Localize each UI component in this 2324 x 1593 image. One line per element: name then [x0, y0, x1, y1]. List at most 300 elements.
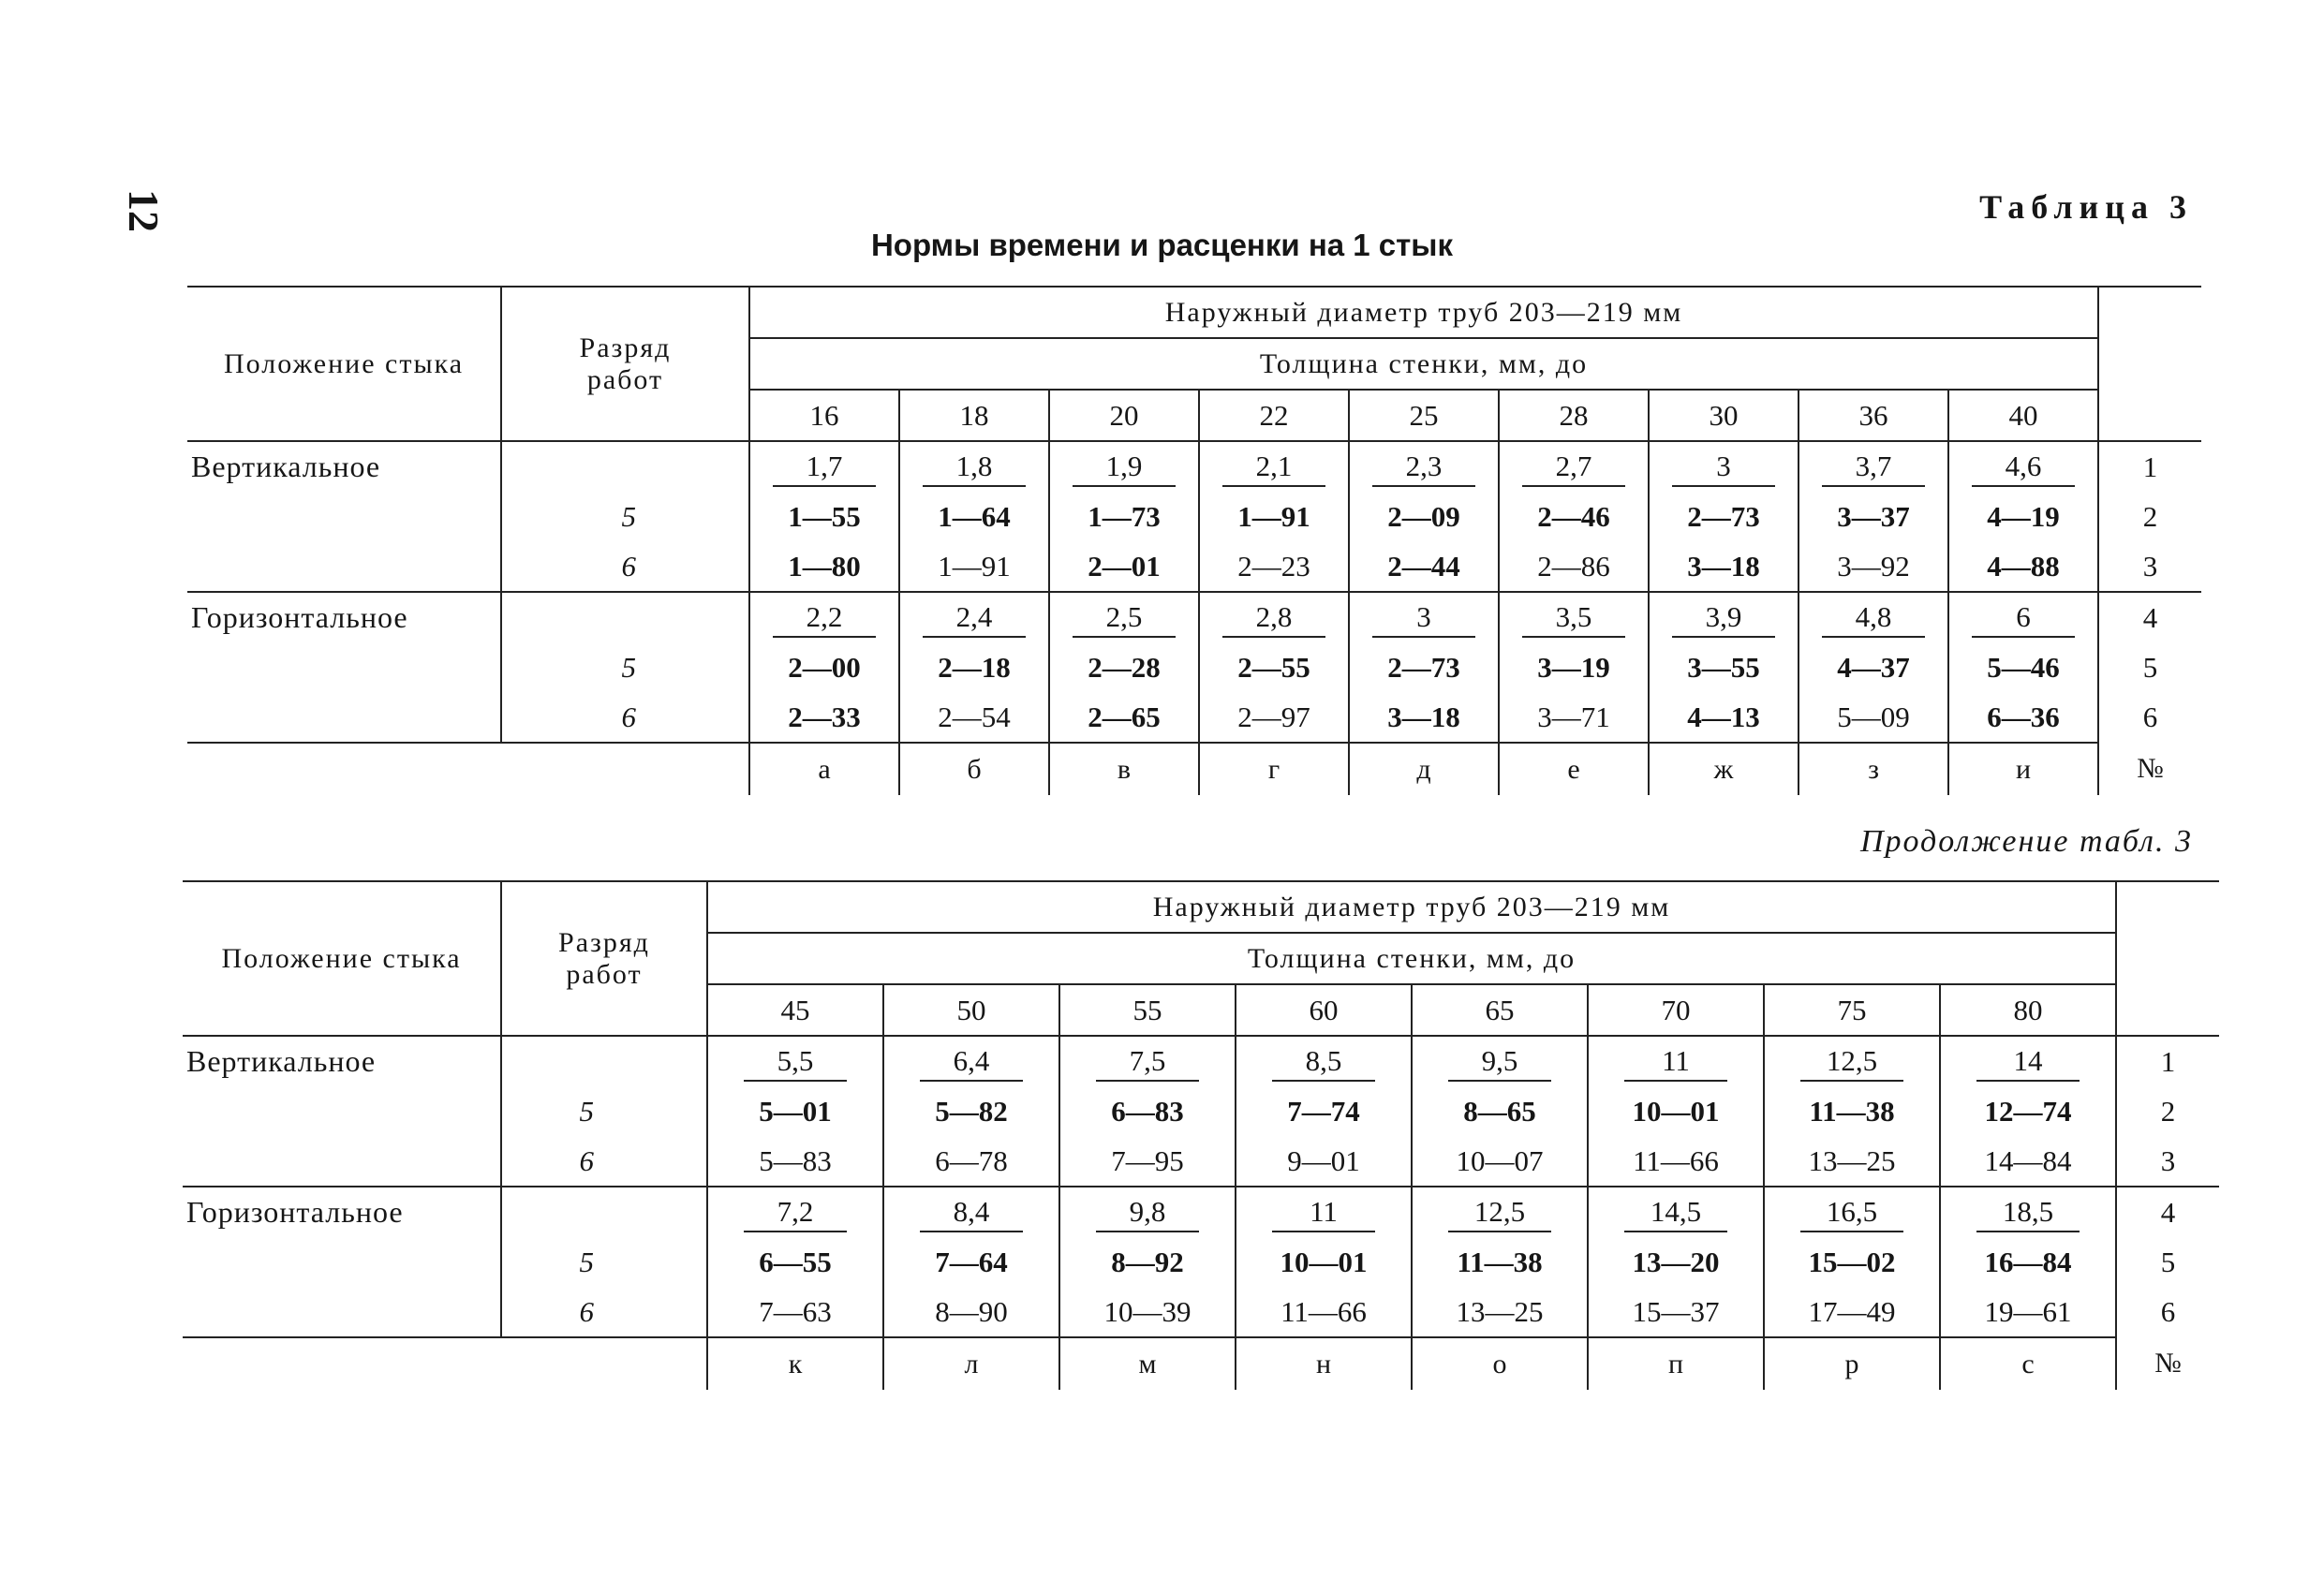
position-cell-empty — [187, 541, 501, 592]
norms-table-1 — [187, 286, 2201, 795]
rate-value: 5—09 — [1837, 700, 1910, 733]
rate-value: 7—63 — [759, 1294, 832, 1328]
row-number-cell — [2098, 692, 2201, 743]
rate-cell — [1799, 541, 1948, 592]
column-letter-cell — [1236, 1337, 1412, 1390]
rate-cell — [1049, 541, 1199, 592]
row-number-cell — [2116, 1086, 2219, 1136]
rate-value: 6—36 — [1987, 700, 2060, 733]
header-thickness-label: Толщина стенки, мм, до — [1247, 942, 1576, 974]
rate-cell — [1948, 541, 2098, 592]
thickness-cell — [1649, 390, 1799, 441]
rank-cell — [501, 1287, 707, 1337]
rate-value: 5—46 — [1987, 650, 2060, 684]
time-norm: 12,5 — [1800, 1042, 1903, 1082]
rate-cell — [1588, 1136, 1764, 1187]
footer-blank — [501, 1337, 707, 1390]
rate-cell — [1499, 541, 1649, 592]
rate-value: 11—38 — [1809, 1094, 1895, 1128]
rate-value: 5—01 — [759, 1094, 832, 1128]
time-norm: 3,5 — [1522, 598, 1625, 638]
position-vertical: Вертикальное — [191, 450, 381, 483]
row-number-cell — [2098, 541, 2201, 592]
row-number-cell — [2116, 1187, 2219, 1237]
rate-value: 15—37 — [1632, 1294, 1720, 1328]
row-number: 6 — [2142, 701, 2158, 733]
header-position-label: Положение стыка — [223, 347, 465, 379]
rate-value: 2—28 — [1088, 650, 1161, 684]
rate-cell — [749, 492, 899, 541]
rate-value: 2—09 — [1387, 499, 1460, 533]
rate-cell — [1199, 692, 1349, 743]
time-norm: 8,5 — [1272, 1042, 1375, 1082]
time-norm-cell — [1499, 441, 1649, 492]
column-letter: м — [1138, 1348, 1157, 1379]
column-letter: б — [967, 753, 982, 785]
rate-value: 2—86 — [1537, 549, 1610, 583]
rate-value: 2—73 — [1387, 650, 1460, 684]
rate-value: 8—65 — [1463, 1094, 1536, 1128]
column-letter: ж — [1713, 753, 1734, 785]
rate-cell — [1349, 541, 1499, 592]
rate-value: 4—88 — [1987, 549, 2060, 583]
rate-value: 13—25 — [1808, 1143, 1896, 1177]
rate-cell — [883, 1287, 1059, 1337]
rate-value: 4—37 — [1837, 650, 1910, 684]
rate-cell — [899, 492, 1049, 541]
column-letter: е — [1567, 753, 1580, 785]
norms-grid — [187, 286, 2201, 795]
position-cell — [187, 592, 501, 642]
row-number: 2 — [2142, 499, 2158, 533]
rate-value: 1—73 — [1088, 499, 1161, 533]
rate-value: 3—18 — [1387, 700, 1460, 733]
time-norm: 12,5 — [1448, 1193, 1551, 1232]
rate-value: 6—83 — [1111, 1094, 1184, 1128]
thickness-cell — [1764, 984, 1940, 1036]
time-norm: 14,5 — [1624, 1193, 1727, 1232]
rate-cell — [883, 1136, 1059, 1187]
time-norm: 2,3 — [1372, 448, 1475, 487]
position-vertical: Вертикальное — [186, 1044, 377, 1078]
thickness-value: 22 — [1259, 398, 1289, 432]
rate-value: 1—55 — [788, 499, 861, 533]
page-number: 12 — [120, 189, 168, 232]
column-letter: л — [964, 1348, 979, 1379]
rate-cell — [1059, 1287, 1236, 1337]
rate-cell — [1764, 1136, 1940, 1187]
rate-cell — [1588, 1086, 1764, 1136]
column-letter-cell — [1948, 743, 2098, 795]
time-norm-cell — [1499, 592, 1649, 642]
row-number-cell — [2116, 1136, 2219, 1187]
thickness-value: 80 — [2013, 993, 2043, 1026]
rate-cell — [1049, 692, 1199, 743]
rate-value: 2—65 — [1088, 700, 1161, 733]
time-norm: 9,8 — [1096, 1193, 1199, 1232]
thickness-cell — [1412, 984, 1588, 1036]
time-norm-cell — [1412, 1187, 1588, 1237]
rate-cell — [1764, 1287, 1940, 1337]
time-norm-cell — [1236, 1187, 1412, 1237]
row-number: 6 — [2160, 1295, 2176, 1328]
rate-cell — [1412, 1237, 1588, 1287]
rate-cell — [1236, 1136, 1412, 1187]
footer-blank — [183, 1337, 501, 1390]
header-position — [183, 881, 501, 1036]
position-cell-empty — [187, 642, 501, 692]
time-norm: 3,7 — [1822, 448, 1925, 487]
thickness-value: 36 — [1858, 398, 1888, 432]
thickness-cell — [1799, 390, 1948, 441]
rate-value: 9—01 — [1287, 1143, 1360, 1177]
position-cell-empty — [187, 492, 501, 541]
rate-cell — [899, 541, 1049, 592]
column-letter-cell — [1049, 743, 1199, 795]
header-blank — [2098, 287, 2201, 441]
thickness-cell — [1499, 390, 1649, 441]
rate-value: 13—20 — [1632, 1245, 1720, 1278]
row-number: 4 — [2142, 600, 2158, 634]
rate-value: 1—80 — [788, 549, 861, 583]
header-thickness — [707, 933, 2116, 984]
rate-value: 7—95 — [1111, 1143, 1184, 1177]
rate-value: 10—01 — [1632, 1094, 1720, 1128]
row-number: 5 — [2142, 650, 2158, 684]
thickness-value: 60 — [1309, 993, 1339, 1026]
rank-value: 5 — [579, 1094, 594, 1128]
rate-cell — [1764, 1086, 1940, 1136]
rank-value: 5 — [621, 499, 636, 533]
column-letter: и — [2015, 753, 2032, 785]
time-norm: 7,2 — [744, 1193, 847, 1232]
rate-cell — [1199, 492, 1349, 541]
thickness-cell — [1948, 390, 2098, 441]
column-letter-cell — [1588, 1337, 1764, 1390]
norms-grid — [183, 880, 2219, 1390]
column-letter: г — [1267, 753, 1280, 785]
rate-value: 6—78 — [935, 1143, 1008, 1177]
time-norm: 6 — [1972, 598, 2075, 638]
rate-value: 10—07 — [1456, 1143, 1544, 1177]
row-number-cell — [2098, 592, 2201, 642]
rate-cell — [1349, 642, 1499, 692]
rate-cell — [1199, 541, 1349, 592]
rate-cell — [1940, 1086, 2116, 1136]
time-norm-cell — [1199, 441, 1349, 492]
rank-value: 5 — [621, 650, 636, 684]
time-norm: 4,6 — [1972, 448, 2075, 487]
rate-value: 2—00 — [788, 650, 861, 684]
rank-value: 6 — [621, 549, 636, 583]
column-letter: с — [2021, 1348, 2035, 1379]
thickness-value: 30 — [1709, 398, 1739, 432]
time-norm: 4,8 — [1822, 598, 1925, 638]
thickness-cell — [899, 390, 1049, 441]
header-rank — [501, 287, 749, 441]
rate-cell — [1588, 1287, 1764, 1337]
position-cell — [187, 441, 501, 492]
rank-value: 5 — [579, 1245, 594, 1278]
column-letter: к — [788, 1348, 803, 1379]
rate-cell — [707, 1086, 883, 1136]
time-norm-cell — [1049, 441, 1199, 492]
rate-cell — [1799, 692, 1948, 743]
position-horizontal: Горизонтальное — [186, 1195, 404, 1229]
column-letter-cell — [1499, 743, 1649, 795]
time-norm: 1,8 — [923, 448, 1026, 487]
time-norm: 2,7 — [1522, 448, 1625, 487]
rate-cell — [1499, 692, 1649, 743]
rate-cell — [1412, 1136, 1588, 1187]
time-norm-cell — [1349, 441, 1499, 492]
column-letter-cell — [1764, 1337, 1940, 1390]
rate-value: 8—90 — [935, 1294, 1008, 1328]
rate-value: 11—38 — [1457, 1245, 1543, 1278]
rate-cell — [707, 1136, 883, 1187]
rate-value: 11—66 — [1633, 1143, 1719, 1177]
header-thickness — [749, 338, 2098, 390]
position-cell-empty — [187, 692, 501, 743]
column-letter-cell — [707, 1337, 883, 1390]
thickness-value: 65 — [1485, 993, 1515, 1026]
time-norm: 9,5 — [1448, 1042, 1551, 1082]
thickness-value: 28 — [1559, 398, 1589, 432]
position-cell-empty — [183, 1136, 501, 1187]
rate-value: 3—19 — [1537, 650, 1610, 684]
thickness-cell — [1199, 390, 1349, 441]
time-norm-cell — [1948, 441, 2098, 492]
column-letter: д — [1416, 753, 1431, 785]
rate-value: 11—66 — [1280, 1294, 1367, 1328]
thickness-cell — [1349, 390, 1499, 441]
rate-cell — [1499, 642, 1649, 692]
thickness-cell — [749, 390, 899, 441]
rate-value: 2—33 — [788, 700, 861, 733]
time-norm: 3 — [1372, 598, 1475, 638]
table-label: Таблица 3 — [1979, 188, 2193, 226]
thickness-value: 75 — [1837, 993, 1867, 1026]
time-norm: 18,5 — [1976, 1193, 2080, 1232]
thickness-cell — [1049, 390, 1199, 441]
rate-cell — [1799, 492, 1948, 541]
thickness-cell — [883, 984, 1059, 1036]
column-letter-cell — [1349, 743, 1499, 795]
rate-cell — [1349, 492, 1499, 541]
header-diameter — [749, 287, 2098, 338]
rate-value: 10—01 — [1280, 1245, 1368, 1278]
thickness-cell — [707, 984, 883, 1036]
column-letter-cell — [1412, 1337, 1588, 1390]
time-norm: 2,1 — [1222, 448, 1325, 487]
row-number: 2 — [2160, 1094, 2176, 1128]
row-number-cell — [2098, 441, 2201, 492]
position-horizontal: Горизонтальное — [191, 600, 408, 634]
rank-cell — [501, 541, 749, 592]
column-letter: н — [1315, 1348, 1332, 1379]
header-diameter-label: Наружный диаметр труб 203—219 мм — [1164, 296, 1683, 328]
time-norm-cell — [1349, 592, 1499, 642]
header-rank-line1: Разряд — [558, 926, 650, 958]
time-norm-cell — [883, 1036, 1059, 1086]
thickness-value: 55 — [1132, 993, 1162, 1026]
norms-table-2 — [183, 880, 2219, 1390]
time-norm-cell — [1049, 592, 1199, 642]
time-norm-cell — [1948, 592, 2098, 642]
time-norm-cell — [1764, 1187, 1940, 1237]
header-rank-line2: работ — [586, 363, 664, 395]
column-letter-cell — [1799, 743, 1948, 795]
time-norm-cell — [899, 441, 1049, 492]
rate-cell — [1940, 1237, 2116, 1287]
thickness-value: 20 — [1109, 398, 1139, 432]
thickness-value: 45 — [780, 993, 810, 1026]
row-number: 1 — [2142, 450, 2158, 483]
thickness-cell — [1236, 984, 1412, 1036]
thickness-cell — [1588, 984, 1764, 1036]
rate-cell — [1948, 692, 2098, 743]
thickness-value: 50 — [956, 993, 986, 1026]
rate-cell — [1588, 1237, 1764, 1287]
rate-value: 2—01 — [1088, 549, 1161, 583]
rate-cell — [1499, 492, 1649, 541]
rate-cell — [749, 541, 899, 592]
time-norm-cell — [707, 1187, 883, 1237]
column-letter: п — [1667, 1348, 1684, 1379]
time-norm: 3,9 — [1672, 598, 1775, 638]
thickness-cell — [1940, 984, 2116, 1036]
rate-cell — [1349, 692, 1499, 743]
rate-cell — [1649, 642, 1799, 692]
rate-cell — [1059, 1086, 1236, 1136]
rate-cell — [1649, 541, 1799, 592]
rate-value: 2—97 — [1237, 700, 1310, 733]
rate-value: 3—37 — [1837, 499, 1910, 533]
rank-cell — [501, 1036, 707, 1086]
column-letter-cell — [1199, 743, 1349, 795]
column-letter: з — [1868, 753, 1879, 785]
thickness-value: 25 — [1409, 398, 1439, 432]
position-cell — [183, 1036, 501, 1086]
thickness-cell — [1059, 984, 1236, 1036]
rate-value: 5—83 — [759, 1143, 832, 1177]
footer-blank — [501, 743, 749, 795]
rate-value: 13—25 — [1456, 1294, 1544, 1328]
rate-cell — [1764, 1237, 1940, 1287]
column-letter-cell — [1649, 743, 1799, 795]
time-norm-cell — [1236, 1036, 1412, 1086]
column-letter: о — [1492, 1348, 1507, 1379]
row-number: 1 — [2160, 1044, 2176, 1078]
rank-cell — [501, 1136, 707, 1187]
rate-value: 3—71 — [1537, 700, 1610, 733]
position-cell-empty — [183, 1287, 501, 1337]
rate-cell — [749, 642, 899, 692]
row-number: 4 — [2160, 1195, 2176, 1229]
rate-cell — [1236, 1086, 1412, 1136]
rate-value: 17—49 — [1808, 1294, 1896, 1328]
rate-cell — [707, 1287, 883, 1337]
rate-cell — [899, 692, 1049, 743]
time-norm-cell — [1649, 441, 1799, 492]
rate-cell — [1199, 642, 1349, 692]
time-norm: 3 — [1672, 448, 1775, 487]
header-blank — [2116, 881, 2219, 1036]
row-number-cell — [2116, 1237, 2219, 1287]
rate-cell — [1059, 1136, 1236, 1187]
time-norm: 2,4 — [923, 598, 1026, 638]
time-norm-cell — [1199, 592, 1349, 642]
rate-cell — [749, 692, 899, 743]
rank-cell — [501, 441, 749, 492]
rate-cell — [1649, 492, 1799, 541]
rate-value: 8—92 — [1111, 1245, 1184, 1278]
rate-value: 19—61 — [1984, 1294, 2072, 1328]
row-number: 3 — [2142, 549, 2158, 583]
rate-cell — [1940, 1287, 2116, 1337]
rank-cell — [501, 492, 749, 541]
rate-value: 3—55 — [1687, 650, 1760, 684]
footer-no: № — [2137, 753, 2164, 784]
time-norm: 5,5 — [744, 1042, 847, 1082]
time-norm-cell — [1764, 1036, 1940, 1086]
rate-cell — [1236, 1237, 1412, 1287]
rate-cell — [1059, 1237, 1236, 1287]
time-norm: 1,7 — [773, 448, 876, 487]
rate-value: 3—92 — [1837, 549, 1910, 583]
time-norm-cell — [1799, 441, 1948, 492]
rate-value: 2—54 — [938, 700, 1011, 733]
rate-value: 15—02 — [1808, 1245, 1896, 1278]
column-letter: а — [818, 753, 831, 785]
rank-cell — [501, 1187, 707, 1237]
time-norm-cell — [1649, 592, 1799, 642]
rate-value: 2—55 — [1237, 650, 1310, 684]
time-norm-cell — [1059, 1187, 1236, 1237]
time-norm-cell — [1412, 1036, 1588, 1086]
column-letter: в — [1117, 753, 1132, 785]
rank-cell — [501, 1086, 707, 1136]
rate-cell — [1412, 1287, 1588, 1337]
rate-cell — [1049, 492, 1199, 541]
time-norm: 1,9 — [1073, 448, 1176, 487]
rate-cell — [1412, 1086, 1588, 1136]
header-diameter — [707, 881, 2116, 933]
header-position — [187, 287, 501, 441]
rank-value: 6 — [579, 1143, 594, 1177]
time-norm: 2,5 — [1073, 598, 1176, 638]
footer-no-cell — [2098, 743, 2201, 795]
position-cell-empty — [183, 1237, 501, 1287]
time-norm: 2,8 — [1222, 598, 1325, 638]
rate-value: 2—44 — [1387, 549, 1460, 583]
header-thickness-label: Толщина стенки, мм, до — [1259, 347, 1589, 379]
rate-value: 7—74 — [1287, 1094, 1360, 1128]
rate-cell — [883, 1086, 1059, 1136]
rate-value: 7—64 — [935, 1245, 1008, 1278]
time-norm: 7,5 — [1096, 1042, 1199, 1082]
row-number-cell — [2116, 1287, 2219, 1337]
thickness-value: 16 — [809, 398, 839, 432]
thickness-value: 40 — [2008, 398, 2038, 432]
thickness-value: 70 — [1661, 993, 1691, 1026]
rate-value: 2—46 — [1537, 499, 1610, 533]
time-norm: 6,4 — [920, 1042, 1023, 1082]
header-position-label: Положение стыка — [221, 942, 462, 974]
rate-value: 1—91 — [938, 549, 1011, 583]
header-diameter-label: Наружный диаметр труб 203—219 мм — [1152, 891, 1671, 922]
row-number-cell — [2098, 492, 2201, 541]
